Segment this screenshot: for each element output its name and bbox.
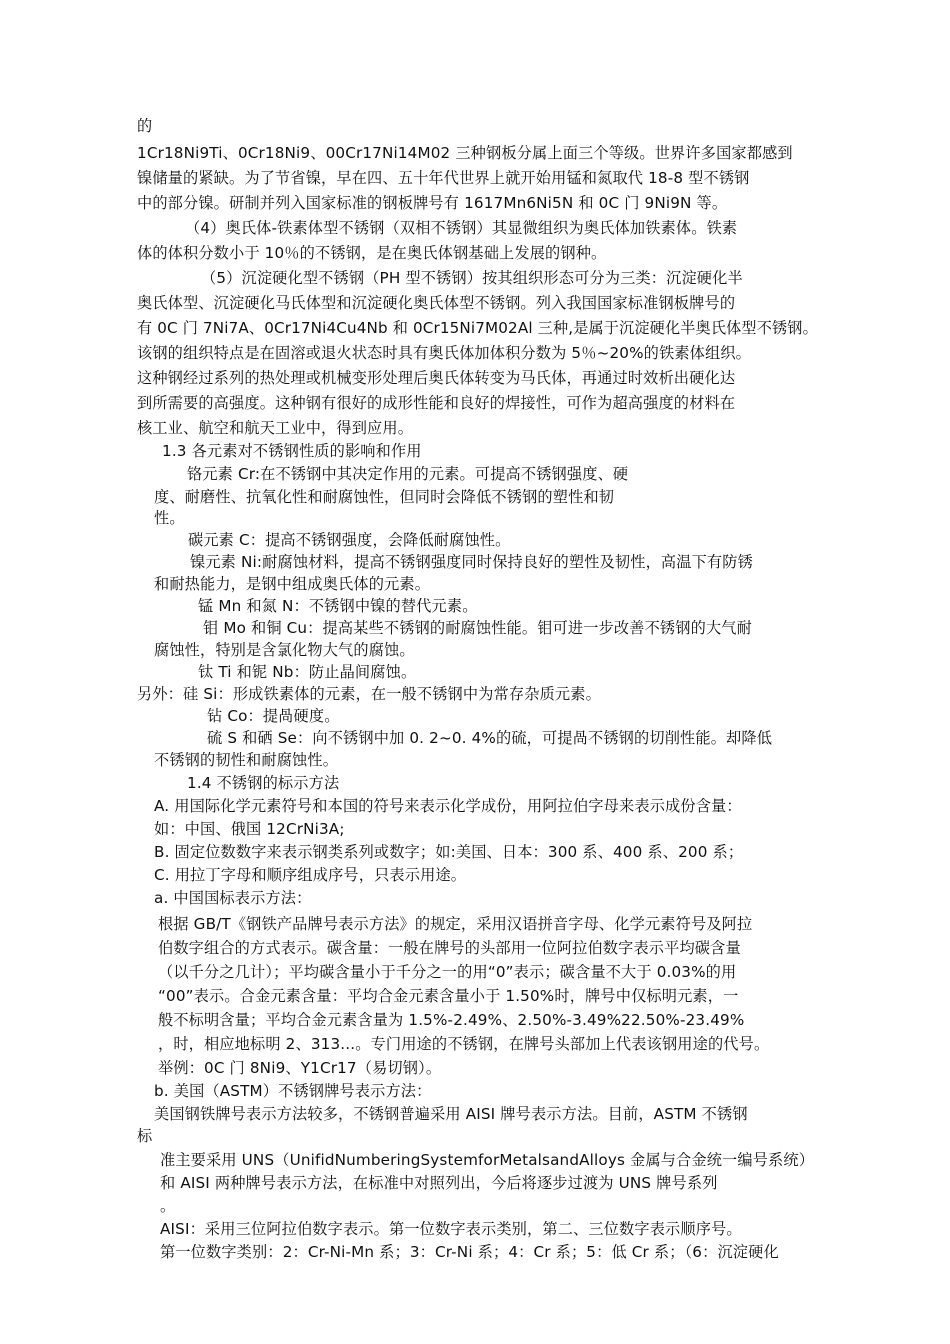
text-line: 般不标明含量；平均合金元素含量为 1.5%-2.49%、2.50%-3.49%22.50%-23.49%: [158, 1011, 745, 1029]
text-line: 。: [160, 1197, 176, 1215]
text-line: 核工业、航空和航天工业中，得到应用。: [137, 419, 414, 437]
text-line: 根据 GB/T《钢铁产品牌号表示方法》的规定，采用汉语拼音字母、化学元素符号及阿拉: [158, 915, 753, 933]
text-line: （5）沉淀硬化型不锈钢（PH 型不锈钢）按其组织形态可分为三类：沉淀硬化半: [201, 269, 743, 287]
text-line: 伯数字组合的方式表示。碳含量：一般在牌号的头部用一位阿拉伯数字表示平均碳含量: [158, 939, 741, 957]
text-line: 钼 Mo 和铜 Cu：提高某些不锈钢的耐腐蚀性能。钼可进一步改善不锈钢的大气耐: [203, 619, 752, 637]
text-line: 钻 Co：提咼硬度。: [207, 707, 340, 725]
text-line: 钛 Ti 和铌 Nb：防止晶间腐蚀。: [198, 663, 417, 681]
text-line: 锰 Mn 和氮 N：不锈钢中镍的替代元素。: [198, 597, 478, 615]
text-line: 有 0C 门 7Ni7A、0Cr17Ni4Cu4Nb 和 0Cr15Ni7M02Al 三种,是属于沉淀硬化半奥氏体型不锈钢。: [137, 319, 818, 337]
text-line: 美国钢铁牌号表示方法较多，不锈钢普遍采用 AISI 牌号表示方法。目前，ASTM 不锈钢: [154, 1105, 748, 1123]
text-line: 到所需要的高强度。这种钢有很好的成形性能和良好的焊接性，可作为超高强度的材料在: [137, 394, 736, 412]
text-line: 和耐热能力，是钢中组成奥氏体的元素。: [154, 575, 431, 593]
text-line: a. 中国国标表示方法：: [154, 889, 312, 907]
text-line: B. 固定位数数字来表示钢类系列或数字；如:美国、日本：300 系、400 系、200 系；: [154, 843, 744, 861]
text-line: 如：中国、俄国 12CrNi3A;: [154, 820, 345, 838]
text-line: AISI：采用三位阿拉伯数字表示。第一位数字表示类别，第二、三位数字表示顺序号。: [160, 1220, 742, 1238]
text-line: 准主要采用 UNS（UnifidNumberingSystemforMetalsandAlloys 金属与合金统一编号系统）: [160, 1151, 815, 1169]
text-line: 和 AISI 两种牌号表示方法，在标准中对照列出，今后将逐步过渡为 UNS 牌号系列: [160, 1174, 718, 1192]
text-line: ，时，相应地标明 2、313...。专门用途的不锈钢，在牌号头部加上代表该钢用途的代号。: [158, 1035, 770, 1053]
text-line: 标: [137, 1127, 153, 1145]
text-line: 中的部分镍。研制并列入国家标准的钢板牌号有 1617Mn6Ni5N 和 0C 门 9Ni9N 等。: [137, 194, 728, 212]
section-heading: 1.3 各元素对不锈钢性质的影响和作用: [162, 442, 422, 460]
text-line: 性。: [154, 509, 185, 527]
text-line: 铬元素 Cr:在不锈钢中其决定作用的元素。可提高不锈钢强度、硬: [187, 465, 629, 483]
text-line: 这种钢经过系列的热处理或机械变形处理后奥氏体转变为马氏体，再通过时效析出硬化达: [137, 369, 736, 387]
text-line: b. 美国（ASTM）不锈钢牌号表示方法：: [154, 1082, 432, 1100]
text-line: 另外：硅 Si：形成铁素体的元素，在一般不锈钢中为常存杂质元素。: [137, 685, 601, 703]
text-line: 举例：0C 门 8Ni9、Y1Cr17（易切钢）。: [158, 1059, 442, 1077]
text-line: 腐蚀性，特别是含氯化物大气的腐蚀。: [154, 641, 415, 659]
text-line: 该钢的组织特点是在固溶或退火状态时具有奥氏体加体积分数为 5％~20%的铁素体组织。: [137, 344, 752, 362]
text-line: 不锈钢的韧性和耐腐蚀性。: [154, 751, 339, 769]
text-line: 镍储量的紧缺。为了节省镍，早在四、五十年代世界上就开始用锰和氮取代 18-8 型不锈钢: [137, 169, 750, 187]
text-line: 第一位数字类别：2：Cr-Ni-Mn 系；3：Cr-Ni 系；4：Cr 系；5：低 Cr 系；（6：沉淀硬化: [160, 1243, 779, 1261]
text-line: （4）奥氏体-铁素体型不锈钢（双相不锈钢）其显微组织为奥氏体加铁素体。铁素: [185, 219, 738, 237]
text-line: 奥氏体型、沉淀硬化马氏体型和沉淀硬化奥氏体型不锈钢。列入我国国家标准钢板牌号的: [137, 294, 736, 312]
text-line: 1Cr18Ni9Ti、0Cr18Ni9、00Cr17Ni14M02 三种钢板分属上面三个等级。世界许多国家都感到: [137, 144, 793, 162]
text-line: 镍元素 Ni:耐腐蚀材料，提高不锈钢强度同时保持良好的塑性及韧性，高温下有防锈: [190, 553, 753, 571]
text-line: A. 用国际化学元素符号和本国的符号来表示化学成份，用阿拉伯字母来表示成份含量：: [154, 797, 742, 815]
text-line: （以千分之几计）；平均碳含量小于千分之一的用“0”表示；碳含量不大于 0.03%的用: [158, 963, 737, 981]
text-line: “00”表示。合金元素含量：平均合金元素含量小于 1.50%时，牌号中仅标明元素，一: [158, 987, 739, 1005]
text-line: 体的体积分数小于 10％的不锈钢，是在奥氏体钢基础上发展的钢种。: [137, 244, 607, 262]
section-heading: 1.4 不锈钢的标示方法: [187, 774, 340, 792]
text-line: 碳元素 C：提高不锈钢强度，会降低耐腐蚀性。: [188, 531, 511, 549]
text-line: 的: [137, 117, 153, 135]
text-line: 度、耐磨性、抗氧化性和耐腐蚀性，但同时会降低不锈钢的塑性和韧: [154, 488, 615, 506]
text-line: C. 用拉丁字母和顺序组成序号，只表示用途。: [154, 866, 467, 884]
text-line: 硫 S 和硒 Se：向不锈钢中加 0. 2~0. 4%的硫，可提咼不锈钢的切削性能。却降低: [207, 729, 773, 747]
